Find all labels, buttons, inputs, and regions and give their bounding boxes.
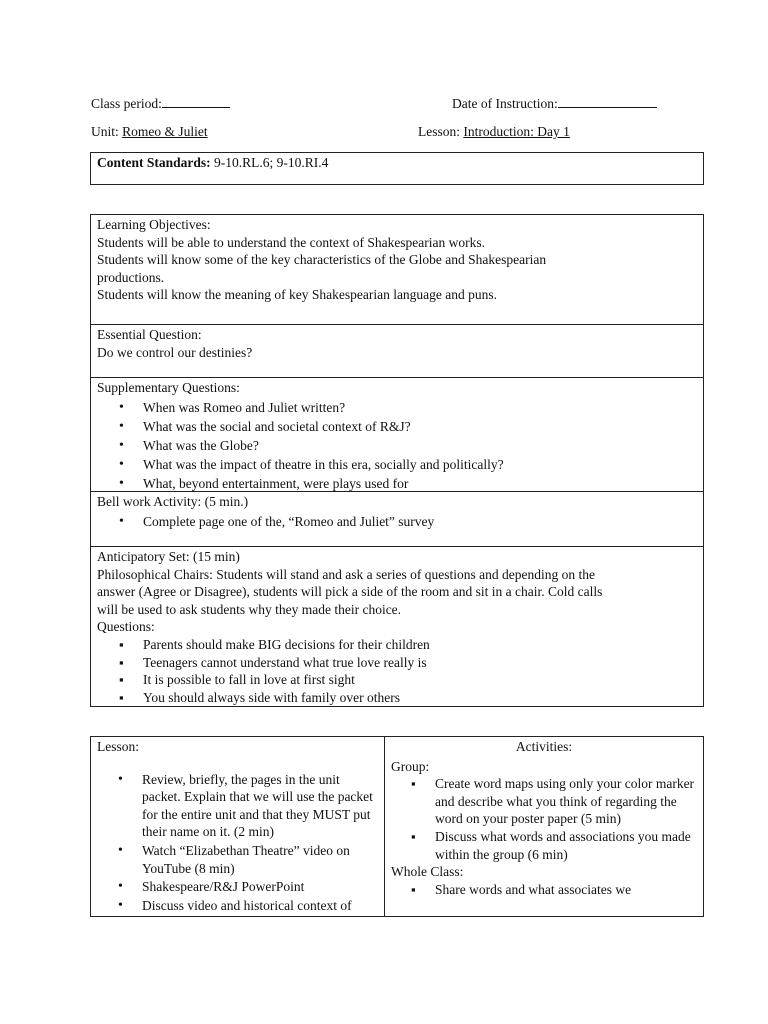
anticipatory-heading: Anticipatory Set: (15 min) bbox=[97, 549, 240, 564]
list-item: • What was the social and societal context of R&J? bbox=[97, 417, 697, 436]
anticipatory-set bbox=[91, 547, 703, 706]
header-row-2 bbox=[91, 123, 731, 143]
supplementary-list bbox=[97, 398, 697, 492]
objective-line: Students will know the meaning of key Shakespearian language and puns. bbox=[97, 287, 498, 303]
unit-value: Romeo & Juliet bbox=[122, 124, 208, 139]
essential-question bbox=[91, 325, 703, 378]
essential-question-heading: Essential Question: bbox=[97, 327, 202, 342]
group-label: Group: bbox=[391, 758, 430, 774]
anticipatory-line: Philosophical Chairs: Students will stand and ask a series of questions and depending on the bbox=[97, 566, 595, 582]
essential-question-text: Do we control our destinies? bbox=[97, 344, 253, 360]
anticipatory-line: will be used to ask students why they made their choice. bbox=[97, 601, 402, 617]
bell-work-list bbox=[97, 513, 697, 531]
bell-work-activity bbox=[91, 492, 703, 547]
plan-table bbox=[90, 214, 704, 707]
supplementary-heading: Supplementary Questions: bbox=[97, 380, 240, 395]
content-standards-value: 9-10.RL.6; 9-10.RI.4 bbox=[210, 155, 329, 170]
lesson-activities-table bbox=[90, 736, 704, 917]
content-standards bbox=[91, 153, 703, 184]
list-item: ▪ It is possible to fall in love at first sight bbox=[97, 671, 697, 689]
unit bbox=[91, 123, 208, 141]
list-item: • What was the impact of theatre in this era, socially and politically? bbox=[97, 455, 697, 474]
content-standards-label: Content Standards: bbox=[97, 155, 211, 170]
objective-line: Students will know some of the key characteristics of the Globe and Shakespearian bbox=[97, 252, 547, 268]
whole-class-list bbox=[391, 881, 697, 899]
lesson-activities-row bbox=[91, 737, 703, 916]
list-item: ▪ You should always side with family over others bbox=[97, 689, 697, 706]
list-item: • Watch “Elizabethan Theatre” video on YouTube (8 min) bbox=[97, 842, 378, 877]
anticipatory-line: answer (Agree or Disagree), students will pick a side of the room and sit in a chair. Cold calls bbox=[97, 584, 603, 600]
lesson-list bbox=[97, 771, 378, 915]
bell-work-heading: Bell work Activity: (5 min.) bbox=[97, 494, 249, 509]
questions-label: Questions: bbox=[97, 619, 155, 635]
list-item: • Complete page one of the, “Romeo and Juliet” survey bbox=[97, 513, 697, 531]
supplementary-questions bbox=[91, 378, 703, 492]
list-item: ▪ Parents should make BIG decisions for their children bbox=[97, 636, 697, 654]
list-item: ▪ Discuss what words and associations you made within the group (6 min) bbox=[391, 828, 697, 863]
lesson-value: Introduction: Day 1 bbox=[463, 124, 570, 139]
unit-label: Unit: bbox=[91, 124, 119, 139]
list-item: • Review, briefly, the pages in the unit packet. Explain that we will use the packet for the entire unit and that they MUST put their name on it. (2 min) bbox=[97, 771, 378, 841]
header-row-1 bbox=[91, 94, 731, 114]
learning-objectives bbox=[91, 215, 703, 325]
list-item: • Shakespeare/R&J PowerPoint bbox=[97, 878, 378, 896]
lesson-heading: Lesson: bbox=[97, 739, 139, 754]
date-of-instruction bbox=[452, 94, 657, 113]
lesson-column bbox=[91, 737, 385, 916]
class-period bbox=[91, 94, 230, 113]
date-label: Date of Instruction: bbox=[452, 96, 558, 111]
objective-line: Students will be able to understand the context of Shakespearian works. bbox=[97, 234, 486, 250]
whole-class-label: Whole Class: bbox=[391, 864, 464, 880]
list-item: ▪ Create word maps using only your color marker and describe what you think of regarding the word on your poster paper (5 min) bbox=[391, 775, 697, 828]
list-item: • Discuss video and historical context of bbox=[97, 897, 378, 915]
date-blank bbox=[558, 94, 657, 108]
lesson bbox=[418, 123, 570, 141]
list-item: ▪ Share words and what associates we bbox=[391, 881, 697, 899]
group-activities-list bbox=[391, 775, 697, 863]
list-item: ▪ Teenagers cannot understand what true love really is bbox=[97, 654, 697, 672]
list-item: • What, beyond entertainment, were plays used for bbox=[97, 474, 697, 492]
anticipatory-questions-list bbox=[97, 636, 697, 706]
objective-line: productions. bbox=[97, 269, 165, 285]
list-item: • When was Romeo and Juliet written? bbox=[97, 398, 697, 417]
lesson-label: Lesson: bbox=[418, 124, 460, 139]
content-standards-box bbox=[90, 152, 704, 185]
class-period-label: Class period: bbox=[91, 96, 162, 111]
activities-heading: Activities: bbox=[515, 739, 573, 754]
class-period-blank bbox=[162, 94, 230, 108]
list-item: • What was the Globe? bbox=[97, 436, 697, 455]
activities-column bbox=[385, 737, 703, 916]
learning-objectives-heading: Learning Objectives: bbox=[97, 217, 211, 232]
